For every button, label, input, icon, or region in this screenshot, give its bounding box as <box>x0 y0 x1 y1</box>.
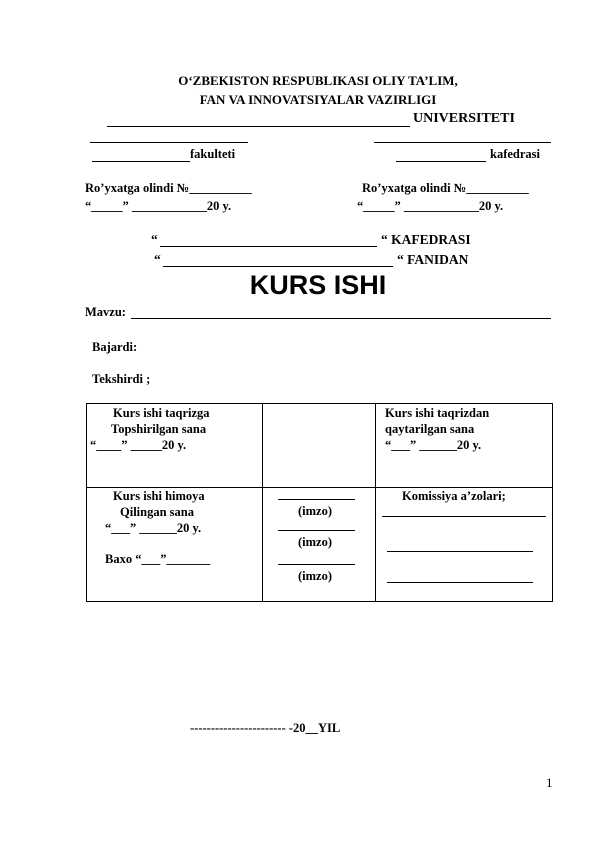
fan-name-blank <box>163 266 393 267</box>
submission-line-2: Topshirilgan sana <box>111 422 207 436</box>
signature-line-3 <box>278 564 355 565</box>
university-name-blank <box>107 126 410 127</box>
commission-member-line-2 <box>387 551 533 552</box>
registration-right-date: “_____” ____________20 y. <box>357 199 504 213</box>
signature-line-1 <box>278 499 355 500</box>
submission-date: “____” _____20 y. <box>90 438 187 452</box>
defense-date-cell <box>87 488 263 602</box>
page-number: 1 <box>546 775 553 790</box>
fan-open-quote: “ <box>154 252 161 267</box>
commission-member-line-3 <box>387 582 533 583</box>
defense-date: “___” ______20 y. <box>105 521 202 535</box>
commission-member-line-1 <box>382 516 546 517</box>
registration-right-title: Ro’yxatga olindi №__________ <box>362 181 529 195</box>
table-row <box>87 404 553 488</box>
return-date: “___” ______20 y. <box>385 438 482 452</box>
mavzu-label: Mavzu: <box>85 305 126 319</box>
department-label: kafedrasi <box>490 147 540 161</box>
submission-date-cell <box>87 404 263 488</box>
kafedra-open-quote: “ <box>151 232 158 247</box>
commission-label: Komissiya a’zolari; <box>402 489 506 503</box>
university-label: UNIVERSITETI <box>413 111 515 126</box>
tekshirdi-label: Tekshirdi ; <box>92 372 151 386</box>
kafedra-label: “ KAFEDRASI <box>381 232 471 247</box>
faculty-label: fakulteti <box>190 147 236 161</box>
ministry-line-2: FAN VA INNOVATSIYALAR VAZIRLIGI <box>199 92 437 107</box>
grade-field: Baxo “___”_______ <box>105 552 211 566</box>
imzo-label-1: (imzo) <box>298 504 333 518</box>
signatures-cell <box>263 488 376 602</box>
registration-left-title: Ro’yxatga olindi №__________ <box>85 181 252 195</box>
return-line-2: qaytarilgan sana <box>385 422 475 436</box>
fan-label: “ FANIDAN <box>397 252 469 267</box>
faculty-top-blank <box>90 142 248 143</box>
year-line: ----------------------- -20__YIL <box>190 721 341 735</box>
ministry-line-1: O‘ZBEKISTON RESPUBLIKASI OLIY TA’LIM, <box>178 73 458 88</box>
department-name-blank <box>396 161 486 162</box>
return-line-1: Kurs ishi taqrizdan <box>385 406 490 420</box>
table-row <box>87 488 553 602</box>
imzo-label-3: (imzo) <box>298 569 333 583</box>
kafedra-name-blank <box>160 246 377 247</box>
commission-cell <box>376 488 553 602</box>
defense-line-2: Qilingan sana <box>120 505 194 519</box>
faculty-name-blank <box>92 161 190 162</box>
submission-line-1: Kurs ishi taqrizga <box>113 406 210 420</box>
bajardi-label: Bajardi: <box>92 340 138 354</box>
review-table <box>86 403 553 602</box>
signature-line-2 <box>278 530 355 531</box>
imzo-label-2: (imzo) <box>298 535 333 549</box>
defense-line-1: Kurs ishi himoya <box>113 489 205 503</box>
empty-cell <box>263 404 376 488</box>
document-title: KURS ISHI <box>249 270 387 300</box>
department-top-blank <box>374 142 551 143</box>
return-date-cell <box>376 404 553 488</box>
registration-left-date: “_____” ____________20 y. <box>85 199 232 213</box>
mavzu-blank <box>131 318 551 319</box>
